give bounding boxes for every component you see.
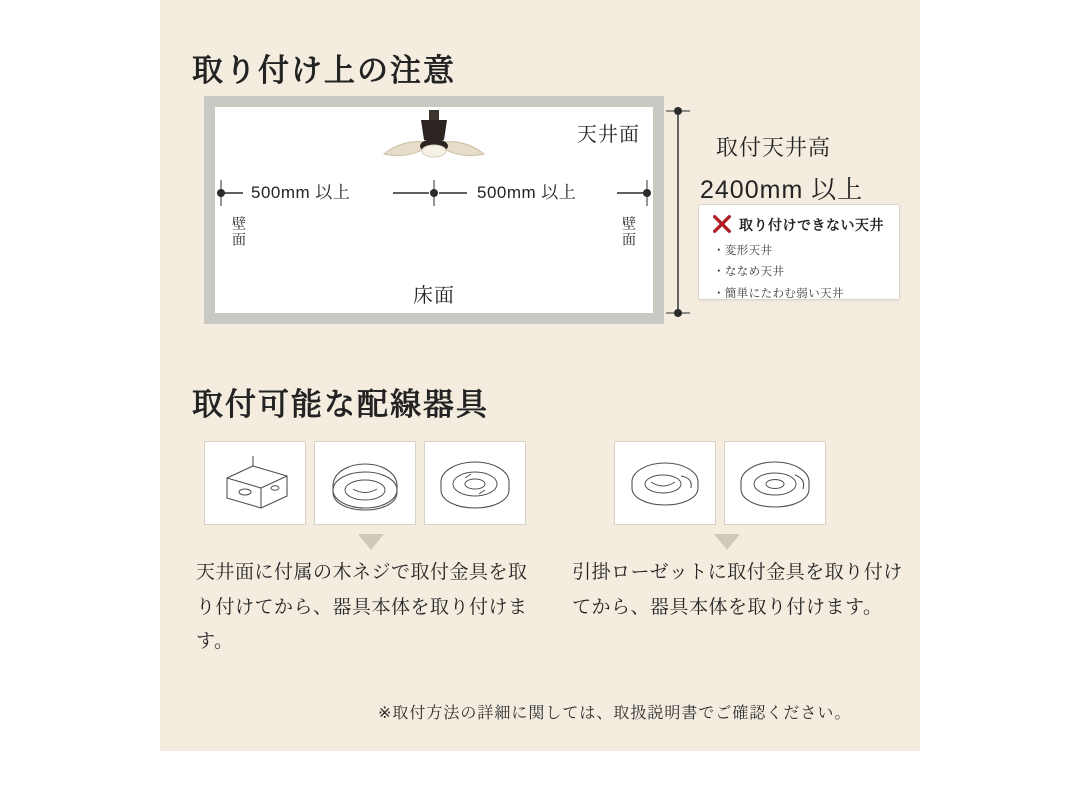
section-1-heading: 取り付け上の注意: [192, 53, 456, 88]
x-mark-icon: [711, 213, 733, 235]
dimension-left-label: 500mm 以上: [251, 183, 351, 202]
ceiling-height-line2: 2400mm 以上: [700, 176, 864, 204]
ceiling-fan-icon: [374, 110, 494, 184]
fitting-card-hook-rosette: [614, 441, 716, 525]
ceiling-height-line1: 取付天井高: [716, 135, 832, 160]
ceiling-height-measure: [666, 96, 690, 328]
footnote: ※取付方法の詳細に関しては、取扱説明書でご確認ください。: [378, 705, 852, 722]
fitting-caption-right: 引掛ローゼットに取付金具を取り付けてから、器具本体を取り付けます。: [572, 562, 903, 618]
fitting-card-round-rosette: [424, 441, 526, 525]
arrow-down-left-icon: [358, 534, 384, 550]
wall-right-label: 壁面: [621, 216, 637, 248]
round-ceiling-outlet-icon: [315, 442, 415, 524]
hook-rosette-large-outlet-icon: [725, 442, 825, 524]
floor-label: 床面: [413, 285, 455, 307]
round-rosette-outlet-icon: [425, 442, 525, 524]
wall-left-label: 壁面: [231, 216, 247, 248]
arrow-down-right-icon: [714, 534, 740, 550]
section-2-heading: 取付可能な配線器具: [192, 387, 489, 422]
dimension-row: [215, 180, 653, 206]
fitting-card-angle-box: [204, 441, 306, 525]
warning-item: ・簡単にたわむ弱い天井: [713, 287, 844, 300]
content-panel: [160, 0, 920, 751]
warning-list: [713, 241, 844, 305]
hook-rosette-outlet-icon: [615, 442, 715, 524]
dimension-right-label: 500mm 以上: [477, 183, 577, 202]
warning-title: 取り付けできない天井: [739, 217, 884, 233]
warning-item: ・変形天井: [713, 245, 773, 257]
warning-item: ・ななめ天井: [713, 266, 785, 279]
warning-box: [698, 204, 900, 300]
ceiling-label: 天井面: [577, 124, 640, 146]
angle-box-outlet-icon: [205, 442, 305, 524]
fitting-card-round-ceiling: [314, 441, 416, 525]
fitting-card-hook-rosette-large: [724, 441, 826, 525]
room-diagram: [204, 96, 664, 324]
fitting-caption-left: 天井面に付属の木ネジで取付金具を取り付けてから、器具本体を取り付けます。: [196, 562, 528, 653]
